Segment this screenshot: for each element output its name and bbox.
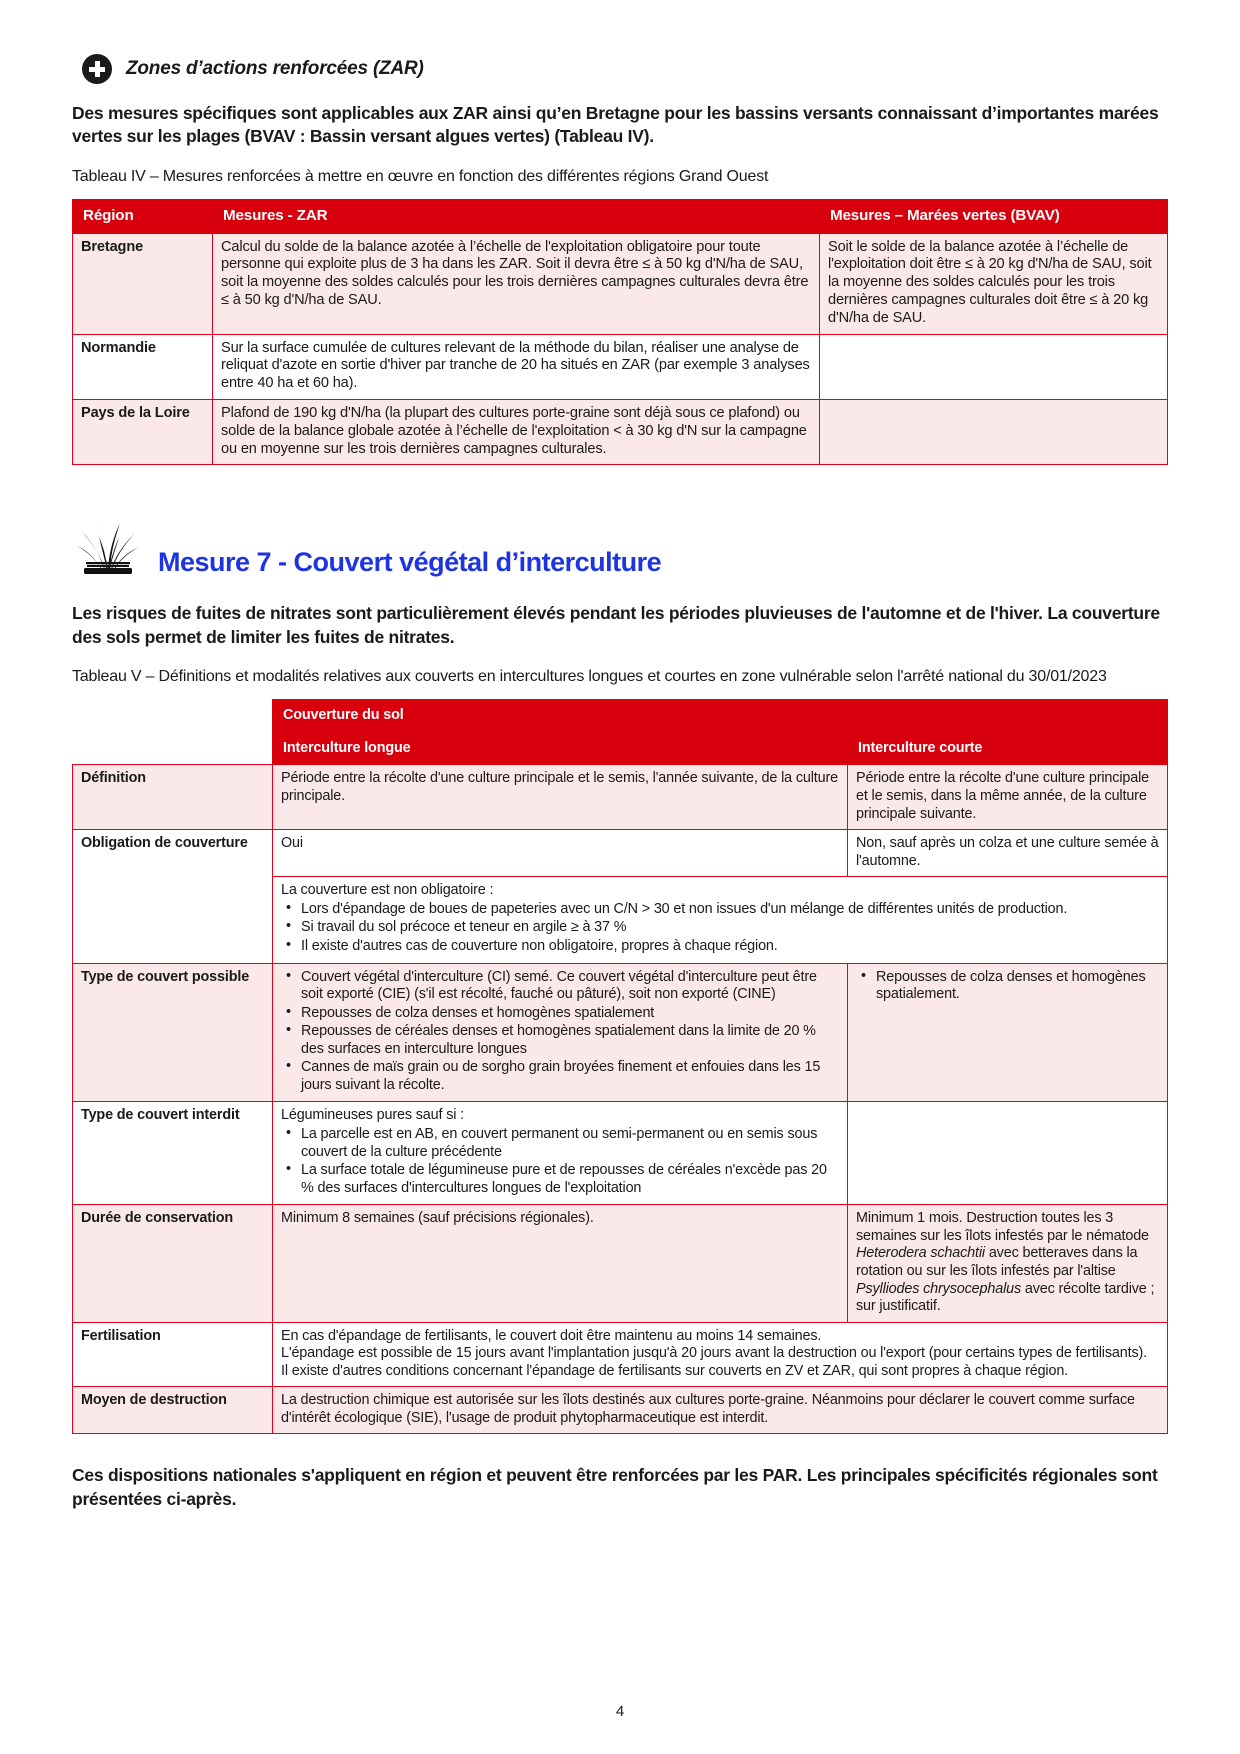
table-v-label-type-possible: Type de couvert possible [73,963,273,1102]
table-v-header-spacer [73,700,273,733]
table-v-type-interdit-courte [848,1102,1168,1205]
list-item: • La parcelle est en AB, en couvert permanent ou semi-permanent ou en semis sous couvert de la culture précédente [300,1126,839,1161]
table-v-fertilisation-cell [273,1322,1168,1387]
mesure7-title: Mesure 7 - Couvert végétal d’interculture [158,547,662,578]
table-v-header-group: Couverture du sol [273,700,1168,733]
table-v-type-possible-courte [848,963,1168,1102]
table-row [73,399,1168,464]
table-iv-cell-region: Normandie [73,334,213,399]
table-v-subheader-row [73,732,1168,765]
table-v-header-courte: Interculture courte [848,732,1168,765]
table-iv-caption: Tableau IV – Mesures renforcées à mettre en œuvre en fonction des différentes régions Grand Ouest [72,167,769,185]
table-v-label-fertilisation: Fertilisation [73,1322,273,1387]
grass-icon [74,513,142,580]
table-row [73,1387,1168,1434]
table-row [73,963,1168,1102]
duree-part-4: avec récolte tardive ; sur justificatif. [856,1280,1155,1315]
table-v-group-header-row [73,700,1168,733]
table-row [73,1205,1168,1322]
zar-section-heading [82,54,1168,84]
table-v [72,699,1168,1434]
table-v-type-possible-longue [273,963,848,1102]
non-obligatoire-list [281,901,1159,956]
table-row [73,765,1168,830]
table-v-label-duree: Durée de conservation [73,1205,273,1322]
list-item: • Couvert végétal d'interculture (CI) semé. Ce couvert végétal d'interculture peut être soit exporté (CIE) (s'il est récolté, fauché ou pâturé), soit non exporté (CINE) [300,969,839,1004]
mesure7-intro-paragraph: Les risques de fuites de nitrates sont particulièrement élevés pendant les périodes pluvieuses de l'automne et de l'hiver. La couverture des sols permet de limiter les fuites de nitrates. [72,603,1160,647]
table-row [73,830,1168,877]
species-name-psylliodes: Psylliodes chrysocephalus [856,1280,1022,1297]
plus-circle-icon [82,54,112,84]
fertilisation-paragraph: En cas d'épandage de fertilisants, le couvert doit être maintenu au moins 14 semaines. [281,1327,822,1344]
table-v-obligation-courte: Non, sauf après un colza et une culture semée à l'automne. [848,830,1168,877]
table-iv-cell-zar: Calcul du solde de la balance azotée à l’échelle de l'exploitation obligatoire pour toute personne qui exploite plus de 3 ha dans les ZAR. Soit il devra être ≤ à 50 kg d'N/ha de SAU, soit la moyenne des soldes calculés pour les trois dernières campagnes culturales devra être ≤ à 50 kg d'N/ha de SAU. [213,233,820,334]
table-iv-header-region: Région [73,200,213,234]
fertilisation-paragraph: L'épandage est possible de 15 jours avant l'implantation jusqu'à 20 jours avant la destruction ou l'export (pour certains types de fertilisants). [281,1345,1147,1362]
table-v-non-obligatoire-cell [273,877,1168,963]
table-v-label-type-interdit: Type de couvert interdit [73,1102,273,1205]
mesure7-heading [74,513,1168,580]
table-iv-header-bvav: Mesures – Marées vertes (BVAV) [820,200,1168,234]
list-item: • Repousses de colza denses et homogènes spatialement. [875,969,1159,1004]
table-v-duree-longue: Minimum 8 semaines (sauf précisions régionales). [273,1205,848,1322]
table-row [73,334,1168,399]
table-iv-cell-region: Pays de la Loire [73,399,213,464]
page-number: 4 [615,1703,625,1720]
table-iv-cell-region: Bretagne [73,233,213,334]
table-v-label-definition: Définition [73,765,273,830]
table-v-label-obligation: Obligation de couverture [73,830,273,963]
duree-part-0: Minimum 1 mois. Destruction toutes les 3 semaines sur les îlots infestés par le nématode [856,1210,1149,1244]
table-v-obligation-longue: Oui [273,830,848,877]
type-interdit-lead: Légumineuses pures sauf si : [281,1107,464,1124]
type-possible-longue-list [281,969,839,1095]
table-v-caption: Tableau V – Définitions et modalités relatives aux couverts en intercultures longues et courtes en zone vulnérable selon l'arrêté national du 30/01/2023 [72,667,1107,685]
table-iv-cell-zar: Plafond de 190 kg d'N/ha (la plupart des cultures porte-graine sont déjà sous ce plafond) ou solde de la balance globale azotée à l’échelle de l'exploitation < à 30 kg d'N sur la campagne ou en moyenne sur les trois dernières campagnes culturales. [213,399,820,464]
fertilisation-paragraph: Il existe d'autres conditions concernant l'épandage de fertilisants sur couverts en ZV et ZAR, qui sont propres à chaque région. [281,1362,1069,1379]
table-row [73,1102,1168,1205]
closing-paragraph: Ces dispositions nationales s'appliquent en région et peuvent être renforcées par les PAR. Les principales spécificités régionales sont présentées ci-après. [72,1465,1158,1509]
list-item: • Repousses de céréales denses et homogènes spatialement dans la limite de 20 % des surfaces en interculture longues [300,1023,839,1058]
list-item: • Cannes de maïs grain ou de sorgho grain broyées finement et enfouies dans les 15 jours suivant la récolte. [300,1059,839,1094]
table-iv-header-zar: Mesures - ZAR [213,200,820,234]
table-iv-header-row [73,200,1168,234]
type-interdit-list [281,1126,839,1197]
table-v-label-destruction: Moyen de destruction [73,1387,273,1434]
table-v-header-longue: Interculture longue [273,732,848,765]
duree-part-2: avec betteraves dans la rotation ou sur les îlots infestés par l'altise [856,1245,1138,1279]
list-item: • Si travail du sol précoce et teneur en argile ≥ à 37 % [300,919,1159,937]
table-v-definition-courte: Période entre la récolte d'une culture principale et le semis, dans la même année, de la culture principale suivante. [848,765,1168,830]
table-row [73,1322,1168,1387]
non-obligatoire-lead: La couverture est non obligatoire : [281,882,494,899]
table-iv-cell-bvav: Soit le solde de la balance azotée à l’échelle de l'exploitation doit être ≤ à 20 kg d'N/ha de SAU, soit la moyenne des soldes calculés pour les trois dernières campagnes culturales doit être ≤ à 20 kg d'N/ha de SAU. [820,233,1168,334]
table-iv-cell-zar: Sur la surface cumulée de cultures relevant de la méthode du bilan, réaliser une analyse de reliquat d'azote en sortie d'hiver par tranche de 20 ha situés en ZAR (par exemple 3 analyses entre 40 ha et 60 ha). [213,334,820,399]
table-row [73,233,1168,334]
zar-section-title: Zones d’actions renforcées (ZAR) [126,58,424,79]
list-item: • La surface totale de légumineuse pure et de repousses de céréales n'excède pas 20 % des surfaces d'intercultures longues de l'exploitation [300,1162,839,1197]
table-v-definition-longue: Période entre la récolte d'une culture principale et le semis, l'année suivante, de la culture principale. [273,765,848,830]
list-item: • Repousses de colza denses et homogènes spatialement [300,1005,839,1023]
type-possible-courte-list [856,969,1159,1004]
table-v-type-interdit-longue [273,1102,848,1205]
table-v-subheader-spacer [73,732,273,765]
zar-intro-paragraph: Des mesures spécifiques sont applicables aux ZAR ainsi qu’en Bretagne pour les bassins versants connaissant d’importantes marées vertes sur les plages (BVAV : Bassin versant algues vertes) (Tableau IV). [72,103,1159,147]
table-v-duree-courte [848,1205,1168,1322]
list-item: • Lors d'épandage de boues de papeteries avec un C/N > 30 et non issues d'un mélange de différentes unités de production. [300,901,1159,919]
table-iv-cell-bvav [820,334,1168,399]
list-item: • Il existe d'autres cas de couverture non obligatoire, propres à chaque région. [300,938,1159,956]
table-v-destruction-cell: La destruction chimique est autorisée sur les îlots destinés aux cultures porte-graine. Néanmoins pour déclarer le couvert comme surface d'intérêt écologique (SIE), l'usage de produit phytopharmaceutique est interdit. [273,1387,1168,1434]
species-name-heterodera: Heterodera schachtii [856,1245,985,1262]
table-iv [72,199,1168,465]
table-iv-cell-bvav [820,399,1168,464]
